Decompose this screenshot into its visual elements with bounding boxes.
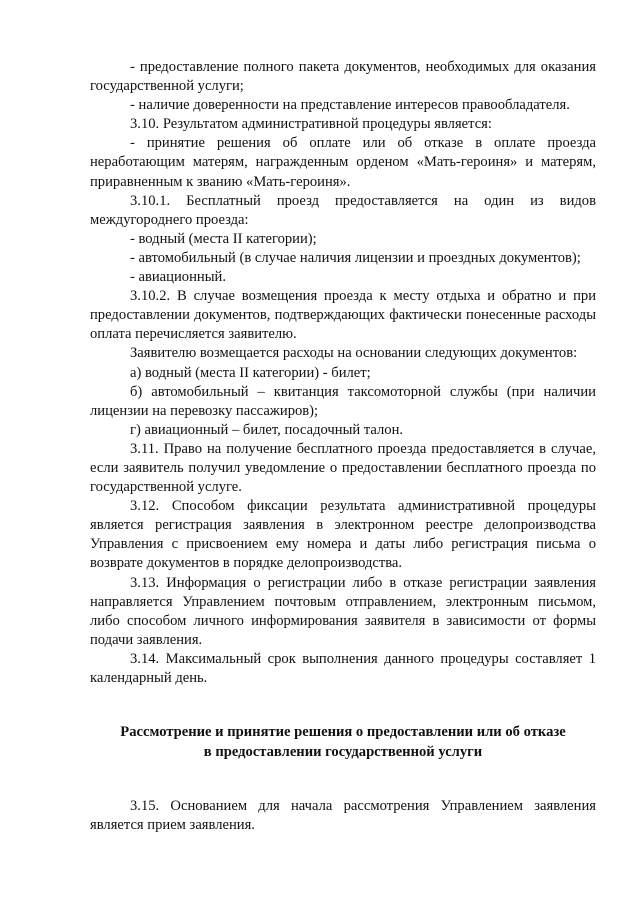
paragraph-3-11: 3.11. Право на получение бесплатного проезда предоставляется в случае, если заявитель получил уведомление о предоставлении бесплатного проезда по государственной услуге. xyxy=(90,440,596,496)
paragraph-3-15: 3.15. Основанием для начала рассмотрения Управлением заявления является прием заявления. xyxy=(90,797,596,833)
list-item-road-transport: - автомобильный (в случае наличия лицензии и проездных документов); xyxy=(130,249,581,266)
document-body xyxy=(90,58,596,835)
list-item-water-ticket: а) водный (места II категории) - билет; xyxy=(130,364,371,381)
list-item-air-ticket: г) авиационный – билет, посадочный талон. xyxy=(130,421,404,438)
list-item-taxi-receipt: б) автомобильный – квитанция таксомоторной службы (при наличии лицензии на перевозку пассажиров); xyxy=(90,383,596,419)
paragraph-reimbursement-documents: Заявителю возмещается расходы на основании следующих документов: xyxy=(130,345,578,362)
paragraph-3-10-1: 3.10.1. Бесплатный проезд предоставляется на один из видов междугороднего проезда: xyxy=(90,192,596,228)
paragraph-3-14: 3.14. Максимальный срок выполнения данного процедуры составляет 1 календарный день. xyxy=(90,650,596,686)
paragraph-power-of-attorney: - наличие доверенности на представление интересов правообладателя. xyxy=(130,97,570,114)
section-heading-line-2: в предоставлении государственной услуги xyxy=(203,743,483,760)
paragraph-decision-payment: - принятие решения об оплате или об отказе в оплате проезда неработающим матерям, награжденным орденом «Мать-героиня» и матерям, приравненным к званию «Мать-героиня». xyxy=(90,135,596,190)
paragraph-package-documents: - предоставление полного пакета документов, необходимых для оказания государственной услуги; xyxy=(90,59,596,95)
paragraph-3-12: 3.12. Способом фиксации результата административной процедуры является регистрация заявления в электронном реестре делопроизводства Управления с присвоением ему номера и даты либо регистрация письма о возврате документов в порядке делопроизводства. xyxy=(90,498,596,572)
section-heading-line-1: Рассмотрение и принятие решения о предоставлении или об отказе xyxy=(120,724,566,741)
paragraph-3-10-2: 3.10.2. В случае возмещения проезда к месту отдыха и обратно и при предоставлении документов, подтверждающих фактически понесенные расходы оплата перечисляется заявителю. xyxy=(90,288,596,343)
list-item-water-transport: - водный (места II категории); xyxy=(130,230,317,247)
section-heading xyxy=(90,723,596,762)
list-item-air-transport: - авиационный. xyxy=(130,269,226,286)
paragraph-3-13: 3.13. Информация о регистрации либо в отказе регистрации заявления направляется Управлением почтовым отправлением, электронным письмом, либо способом личного информирования заявителя в зависимости от формы подачи заявления. xyxy=(90,574,596,648)
paragraph-3-10: 3.10. Результатом административной процедуры является: xyxy=(130,116,492,133)
